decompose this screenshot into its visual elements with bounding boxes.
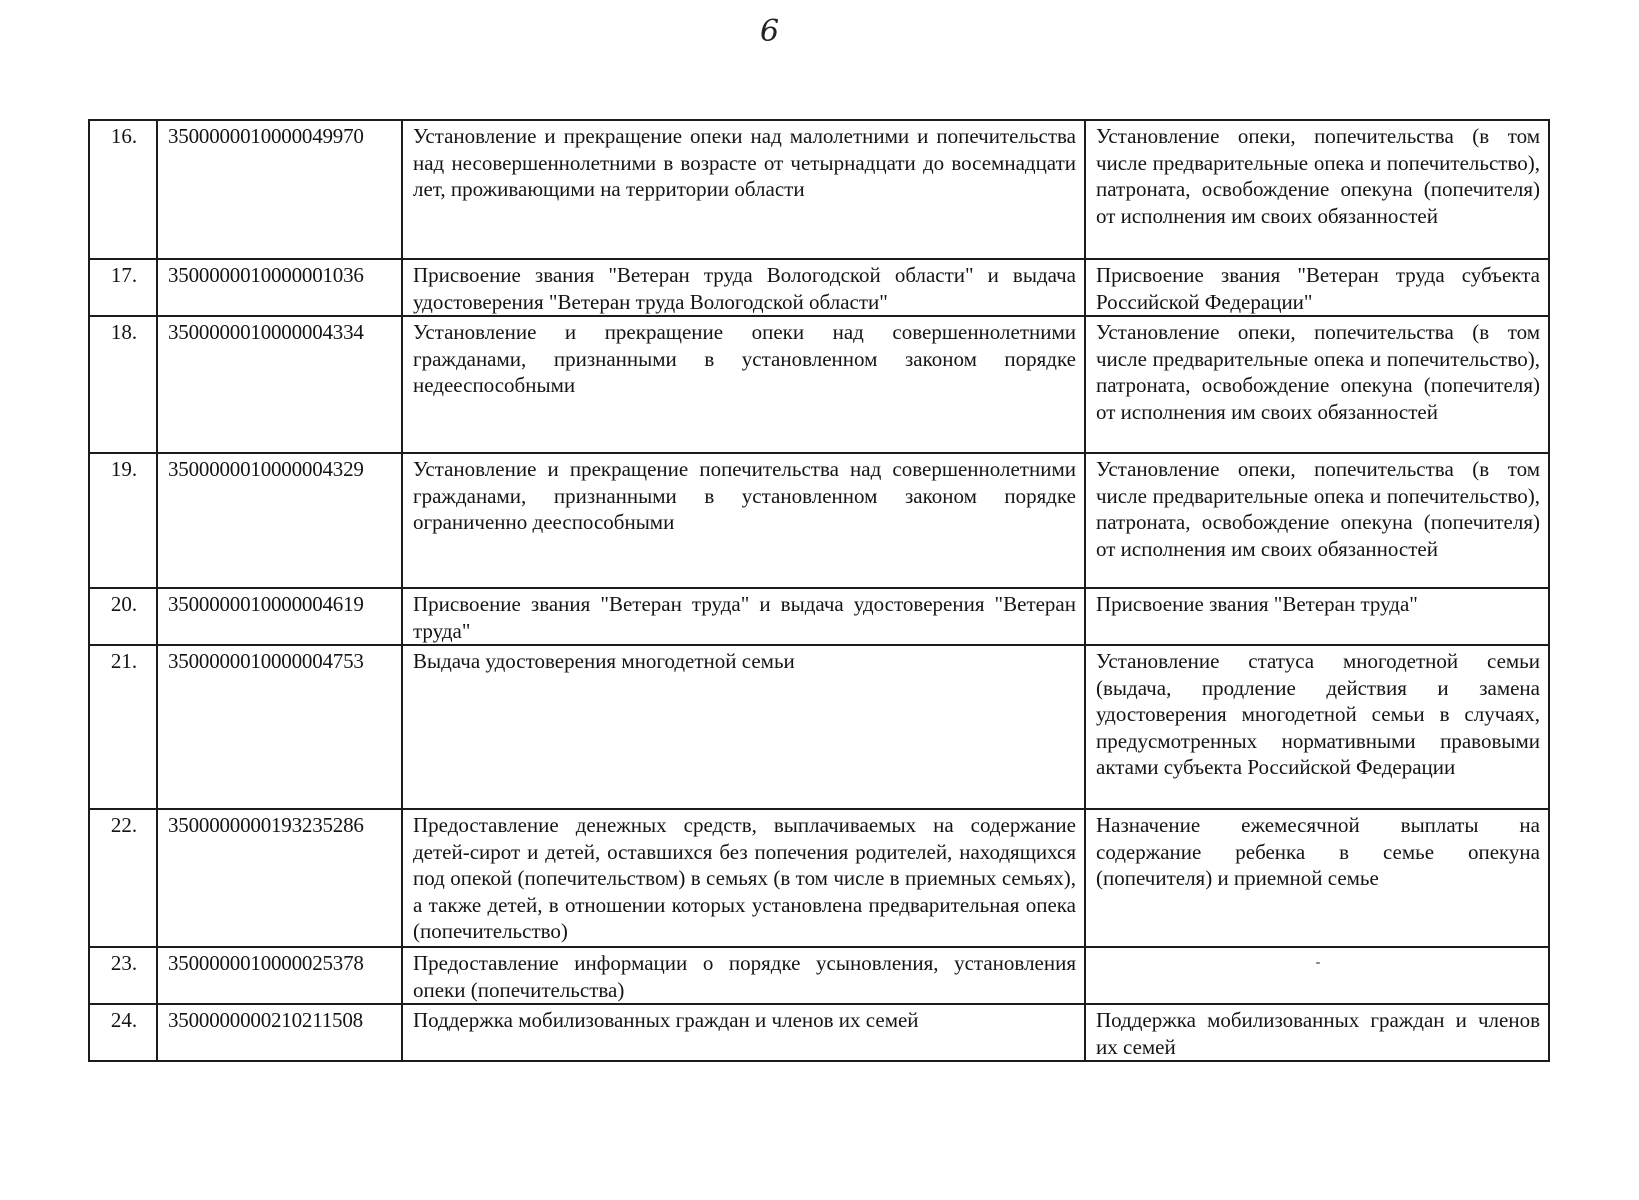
service-code: 3500000010000025378	[157, 947, 402, 1004]
services-table	[88, 119, 1550, 1062]
row-number: 22.	[89, 809, 157, 947]
table-row	[89, 1004, 1549, 1061]
page-number: 6	[760, 14, 780, 49]
service-name: Предоставление денежных средств, выплачиваемых на содержание детей-сирот и детей, оставшихся без попечения родителей, находящихся под опекой (попечительством) в семьях (в том числе в приемных семьях), а также детей, в отношении которых установлена предварительная опека (попечительство)	[402, 809, 1085, 947]
table-row	[89, 588, 1549, 645]
service-name: Установление и прекращение опеки над малолетними и попечительства над несовершеннолетними в возрасте от четырнадцати до восемнадцати лет, проживающими на территории области	[402, 120, 1085, 259]
service-code: 3500000010000004334	[157, 316, 402, 453]
target-service: Установление статуса многодетной семьи (выдача, продление действия и замена удостоверения многодетной семьи в случаях, предусмотренных нормативными правовыми актами субъекта Российской Федерации	[1085, 645, 1549, 809]
service-name: Выдача удостоверения многодетной семьи	[402, 645, 1085, 809]
service-code: 3500000000193235286	[157, 809, 402, 947]
table-row	[89, 947, 1549, 1004]
table-row	[89, 645, 1549, 809]
row-number: 19.	[89, 453, 157, 588]
service-name: Присвоение звания "Ветеран труда" и выдача удостоверения "Ветеран труда"	[402, 588, 1085, 645]
service-name: Установление и прекращение опеки над совершеннолетними гражданами, признанными в установленном законом порядке недееспособными	[402, 316, 1085, 453]
target-service: Присвоение звания "Ветеран труда субъекта Российской Федерации"	[1085, 259, 1549, 316]
target-service: Присвоение звания "Ветеран труда"	[1085, 588, 1549, 645]
target-service: Установление опеки, попечительства (в том числе предварительные опека и попечительство), патроната, освобождение опекуна (попечителя) от исполнения им своих обязанностей	[1085, 316, 1549, 453]
row-number: 16.	[89, 120, 157, 259]
table-row	[89, 316, 1549, 453]
target-service: Поддержка мобилизованных граждан и членов их семей	[1085, 1004, 1549, 1061]
service-code: 3500000010000049970	[157, 120, 402, 259]
target-service: -	[1085, 947, 1549, 1004]
service-name: Поддержка мобилизованных граждан и членов их семей	[402, 1004, 1085, 1061]
target-service: Установление опеки, попечительства (в том числе предварительные опека и попечительство), патроната, освобождение опекуна (попечителя) от исполнения им своих обязанностей	[1085, 453, 1549, 588]
row-number: 20.	[89, 588, 157, 645]
table-row	[89, 120, 1549, 259]
target-service: Установление опеки, попечительства (в том числе предварительные опека и попечительство), патроната, освобождение опекуна (попечителя) от исполнения им своих обязанностей	[1085, 120, 1549, 259]
service-name: Установление и прекращение попечительства над совершеннолетними гражданами, признанными в установленном законом порядке ограниченно дееспособными	[402, 453, 1085, 588]
service-code: 3500000010000004619	[157, 588, 402, 645]
service-code: 3500000010000004753	[157, 645, 402, 809]
row-number: 17.	[89, 259, 157, 316]
row-number: 23.	[89, 947, 157, 1004]
row-number: 21.	[89, 645, 157, 809]
row-number: 18.	[89, 316, 157, 453]
service-code: 3500000010000004329	[157, 453, 402, 588]
service-name: Предоставление информации о порядке усыновления, установления опеки (попечительства)	[402, 947, 1085, 1004]
table-row	[89, 259, 1549, 316]
table-row	[89, 809, 1549, 947]
service-code: 3500000000210211508	[157, 1004, 402, 1061]
target-service: Назначение ежемесячной выплаты на содержание ребенка в семье опекуна (попечителя) и приемной семье	[1085, 809, 1549, 947]
service-name: Присвоение звания "Ветеран труда Вологодской области" и выдача удостоверения "Ветеран труда Вологодской области"	[402, 259, 1085, 316]
service-code: 3500000010000001036	[157, 259, 402, 316]
row-number: 24.	[89, 1004, 157, 1061]
table-row	[89, 453, 1549, 588]
